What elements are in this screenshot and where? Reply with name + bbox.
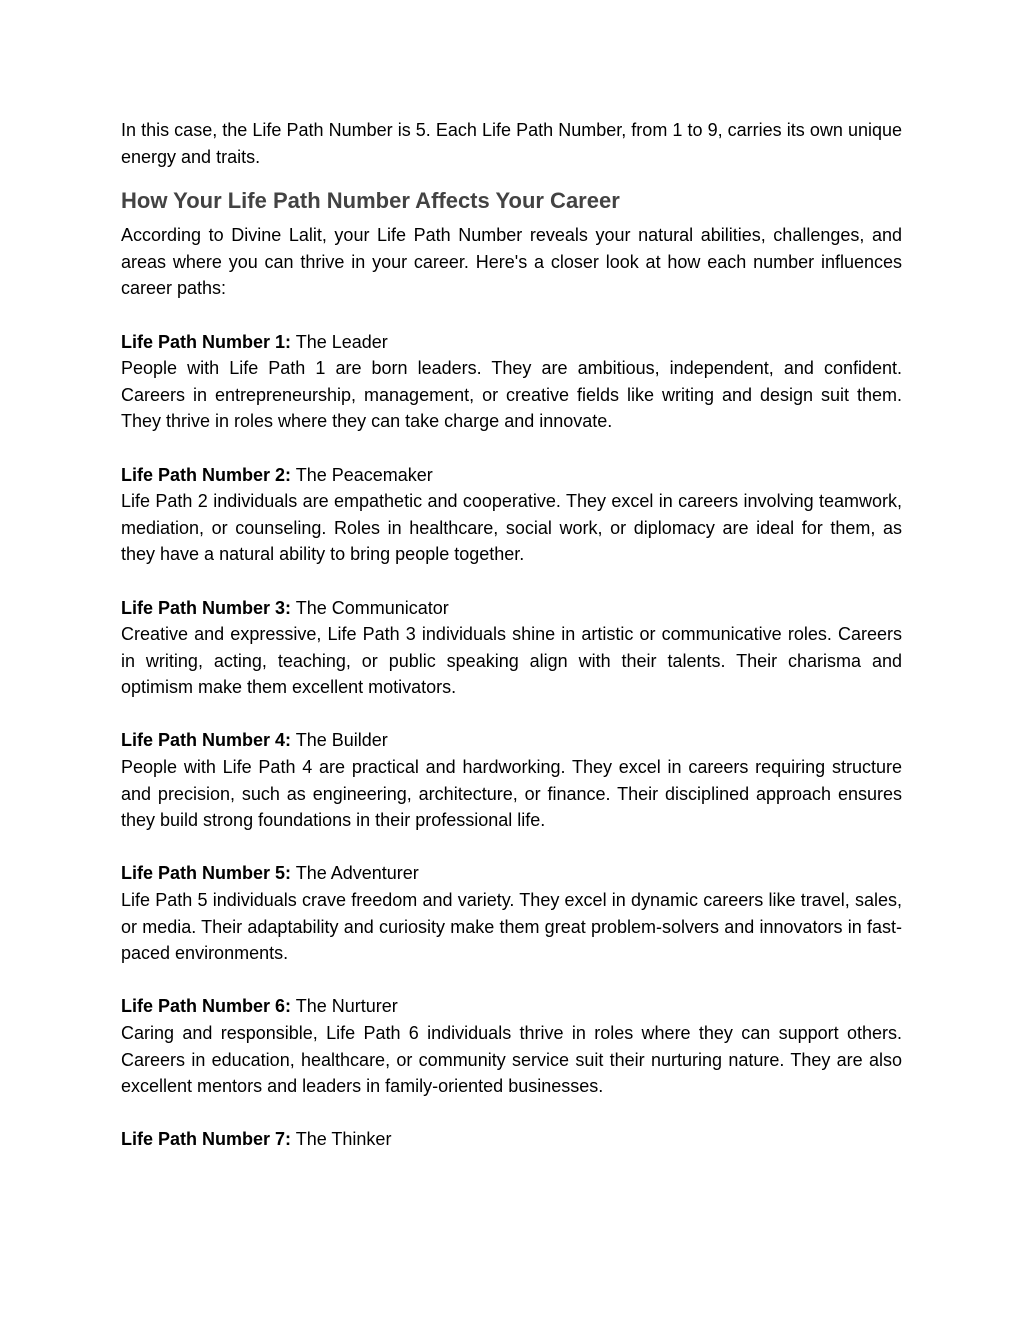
life-path-6-label: Life Path Number 6: xyxy=(121,996,292,1017)
life-path-5-heading xyxy=(121,860,902,887)
life-path-7-label: Life Path Number 7: xyxy=(121,1129,292,1150)
life-path-1-heading xyxy=(121,329,902,356)
life-path-3-paragraph: Creative and expressive, Life Path 3 individuals shine in artistic or communicative roles. Careers in writing, acting, teaching, or public speaking align with their talents. Their charisma and optimism make them excellent motivators. xyxy=(121,624,902,698)
life-path-4-paragraph: People with Life Path 4 are practical and hardworking. They excel in careers requiring structure and precision, such as engineering, architecture, or finance. Their disciplined approach ensures they build strong foundations in their professional life. xyxy=(121,757,902,831)
life-path-5-paragraph: Life Path 5 individuals crave freedom and variety. They excel in dynamic careers like travel, sales, or media. Their adaptability and curiosity make them great problem-solvers and innovators in fast-paced environments. xyxy=(121,890,902,964)
life-path-4-name: The Builder xyxy=(295,730,388,751)
intro-paragraph: In this case, the Life Path Number is 5. Each Life Path Number, from 1 to 9, carries its own unique energy and traits. xyxy=(121,120,902,167)
section-lead-paragraph: According to Divine Lalit, your Life Path Number reveals your natural abilities, challenges, and areas where you can thrive in your career. Here's a closer look at how each number influences career paths: xyxy=(121,225,902,299)
life-path-1-label: Life Path Number 1: xyxy=(121,331,292,352)
life-path-3-label: Life Path Number 3: xyxy=(121,597,292,618)
life-path-6-name: The Nurturer xyxy=(295,996,398,1017)
document-page xyxy=(121,117,902,1153)
life-path-7-name: The Thinker xyxy=(295,1129,392,1150)
life-path-3-heading xyxy=(121,595,902,622)
life-path-4-heading xyxy=(121,727,902,754)
life-path-3-name: The Communicator xyxy=(295,597,449,618)
life-path-1-paragraph: People with Life Path 1 are born leaders. They are ambitious, independent, and confident. Careers in entrepreneurship, management, or creative fields like writing and design suit them. They thrive in roles where they can take charge and innovate. xyxy=(121,358,902,432)
life-path-7-heading xyxy=(121,1126,902,1153)
life-path-6-heading xyxy=(121,993,902,1020)
life-path-2-label: Life Path Number 2: xyxy=(121,464,292,485)
life-path-5-name: The Adventurer xyxy=(295,863,419,884)
section-heading: How Your Life Path Number Affects Your Career xyxy=(121,188,620,214)
life-path-2-name: The Peacemaker xyxy=(295,464,433,485)
life-path-6-paragraph: Caring and responsible, Life Path 6 individuals thrive in roles where they can support others. Careers in education, healthcare, or community service suit their nurturing nature. They are also excellent mentors and leaders in family-oriented businesses. xyxy=(121,1023,902,1097)
life-path-1-name: The Leader xyxy=(295,331,388,352)
life-path-4-label: Life Path Number 4: xyxy=(121,730,292,751)
life-path-2-heading xyxy=(121,462,902,489)
life-path-2-paragraph: Life Path 2 individuals are empathetic and cooperative. They excel in careers involving teamwork, mediation, or counseling. Roles in healthcare, social work, or diplomacy are ideal for them, as they have a natural ability to bring people together. xyxy=(121,491,902,565)
life-path-5-label: Life Path Number 5: xyxy=(121,863,292,884)
